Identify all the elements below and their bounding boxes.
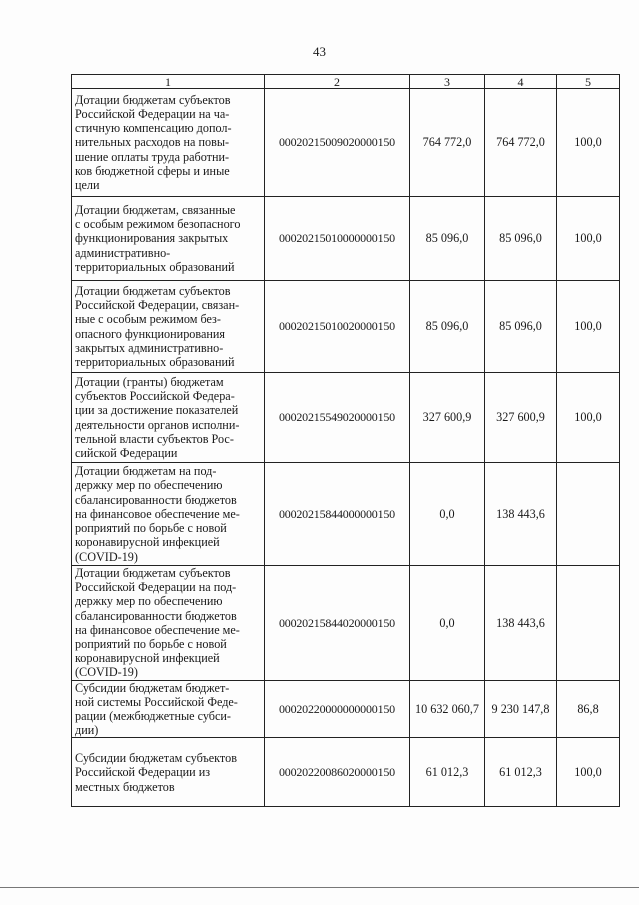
row-name-line: ков бюджетной сферы и иные: [75, 163, 230, 178]
row-actual-cell: 327 600,9: [485, 373, 557, 463]
row-name-line: нительных расходов на повы-: [75, 135, 230, 150]
row-actual-cell: 764 772,0: [485, 89, 557, 197]
row-actual-cell: 85 096,0: [485, 281, 557, 373]
row-name-line: Субсидии бюджетам бюджет-: [75, 680, 230, 695]
row-name-line: (COVID-19): [75, 665, 138, 680]
table-row: [72, 281, 620, 373]
row-name-cell: [72, 463, 265, 566]
column-header-1: 1: [72, 75, 265, 89]
column-header-4: 4: [485, 75, 557, 89]
row-code-cell: 00020215009020000150: [265, 89, 410, 197]
row-percent-cell: 100,0: [557, 89, 620, 197]
row-name-line: (COVID-19): [75, 549, 138, 564]
row-name-line: функционирования закрытых: [75, 231, 229, 246]
row-name-line: закрытых административно-: [75, 340, 224, 355]
row-percent-cell: [557, 463, 620, 566]
row-percent-cell: 100,0: [557, 197, 620, 281]
table-header-row: [72, 75, 620, 89]
table-row: [72, 197, 620, 281]
row-name-line: стичную компенсацию допол-: [75, 121, 232, 136]
row-name-line: административно-: [75, 245, 171, 260]
row-name-line: субъектов Российской Федера-: [75, 389, 235, 404]
row-name-line: Российской Федерации из: [75, 765, 211, 780]
row-actual-cell: 138 443,6: [485, 463, 557, 566]
row-name-line: цели: [75, 178, 100, 192]
row-name-line: сбалансированности бюджетов: [75, 492, 237, 507]
row-plan-cell: 764 772,0: [410, 89, 485, 197]
row-code-cell: 00020220000000000150: [265, 680, 410, 738]
row-actual-cell: 138 443,6: [485, 566, 557, 681]
row-percent-cell: 86,8: [557, 680, 620, 738]
row-name-line: держку мер по обеспечению: [75, 478, 223, 493]
table-row: [72, 566, 620, 681]
row-name-line: дии): [75, 723, 99, 738]
row-plan-cell: 85 096,0: [410, 281, 485, 373]
row-name-cell: [72, 566, 265, 681]
table-row: [72, 738, 620, 807]
row-code-cell: 00020220086020000150: [265, 738, 410, 807]
row-code-cell: 00020215010020000150: [265, 281, 410, 373]
table-row: [72, 89, 620, 197]
row-code-cell: 00020215844000000150: [265, 463, 410, 566]
row-percent-cell: 100,0: [557, 738, 620, 807]
row-name-line: сийской Федерации: [75, 445, 178, 460]
row-actual-cell: 85 096,0: [485, 197, 557, 281]
row-name-line: сбалансированности бюджетов: [75, 608, 237, 623]
row-name-line: территориальных образований: [75, 259, 235, 274]
row-name-line: на финансовое обеспечение ме-: [75, 506, 240, 521]
row-plan-cell: 10 632 060,7: [410, 680, 485, 738]
page-number: 43: [313, 44, 326, 59]
row-name-line: местных бюджетов: [75, 779, 175, 794]
row-name-line: шение оплаты труда работни-: [75, 149, 230, 164]
row-name-line: Дотации бюджетам, связанные: [75, 202, 236, 217]
row-name-line: опасного функционирования: [75, 326, 226, 341]
row-name-cell: [72, 197, 265, 281]
row-actual-cell: 61 012,3: [485, 738, 557, 807]
row-name-cell: [72, 738, 265, 807]
row-name-line: Дотации (гранты) бюджетам: [75, 374, 224, 389]
row-name-line: ной системы Российской Феде-: [75, 694, 238, 709]
row-percent-cell: 100,0: [557, 281, 620, 373]
row-code-cell: 00020215844020000150: [265, 566, 410, 681]
row-name-line: ции за достижение показателей: [75, 403, 239, 418]
row-name-line: коронавирусной инфекцией: [75, 651, 220, 666]
row-name-line: тельной власти субъектов Рос-: [75, 431, 234, 446]
row-name-line: Дотации бюджетам субъектов: [75, 283, 231, 298]
table-row: [72, 463, 620, 566]
row-code-cell: 00020215010000000150: [265, 197, 410, 281]
page-bottom-rule: [0, 887, 639, 888]
row-plan-cell: 85 096,0: [410, 197, 485, 281]
row-name-line: Дотации бюджетам субъектов: [75, 92, 231, 107]
row-name-line: коронавирусной инфекцией: [75, 535, 220, 550]
row-name-line: роприятий по борьбе с новой: [75, 637, 227, 652]
row-name-line: Дотации бюджетам субъектов: [75, 566, 231, 580]
row-name-line: на финансовое обеспечение ме-: [75, 622, 240, 637]
row-name-line: Российской Федерации на под-: [75, 580, 237, 595]
budget-table: [71, 74, 620, 807]
row-name-line: территориальных образований: [75, 354, 235, 369]
row-name-line: с особым режимом безопасного: [75, 217, 241, 232]
table-row: [72, 680, 620, 738]
row-plan-cell: 61 012,3: [410, 738, 485, 807]
row-name-line: Дотации бюджетам на под-: [75, 464, 217, 479]
row-name-line: роприятий по борьбе с новой: [75, 521, 227, 536]
row-code-cell: 00020215549020000150: [265, 373, 410, 463]
row-name-line: Субсидии бюджетам субъектов: [75, 751, 237, 766]
row-name-line: Российской Федерации, связан-: [75, 298, 240, 313]
row-plan-cell: 0,0: [410, 463, 485, 566]
row-name-line: ные с особым режимом без-: [75, 312, 221, 327]
table-row: [72, 373, 620, 463]
row-name-line: Российской Федерации на ча-: [75, 106, 230, 121]
row-name-cell: [72, 680, 265, 738]
row-name-cell: [72, 89, 265, 197]
column-header-3: 3: [410, 75, 485, 89]
row-actual-cell: 9 230 147,8: [485, 680, 557, 738]
row-name-line: держку мер по обеспечению: [75, 594, 223, 609]
row-percent-cell: 100,0: [557, 373, 620, 463]
row-plan-cell: 327 600,9: [410, 373, 485, 463]
row-name-line: рации (межбюджетные субси-: [75, 709, 231, 724]
column-header-5: 5: [557, 75, 620, 89]
column-header-2: 2: [265, 75, 410, 89]
row-plan-cell: 0,0: [410, 566, 485, 681]
row-name-line: деятельности органов исполни-: [75, 417, 240, 432]
row-percent-cell: [557, 566, 620, 681]
row-name-cell: [72, 281, 265, 373]
row-name-cell: [72, 373, 265, 463]
